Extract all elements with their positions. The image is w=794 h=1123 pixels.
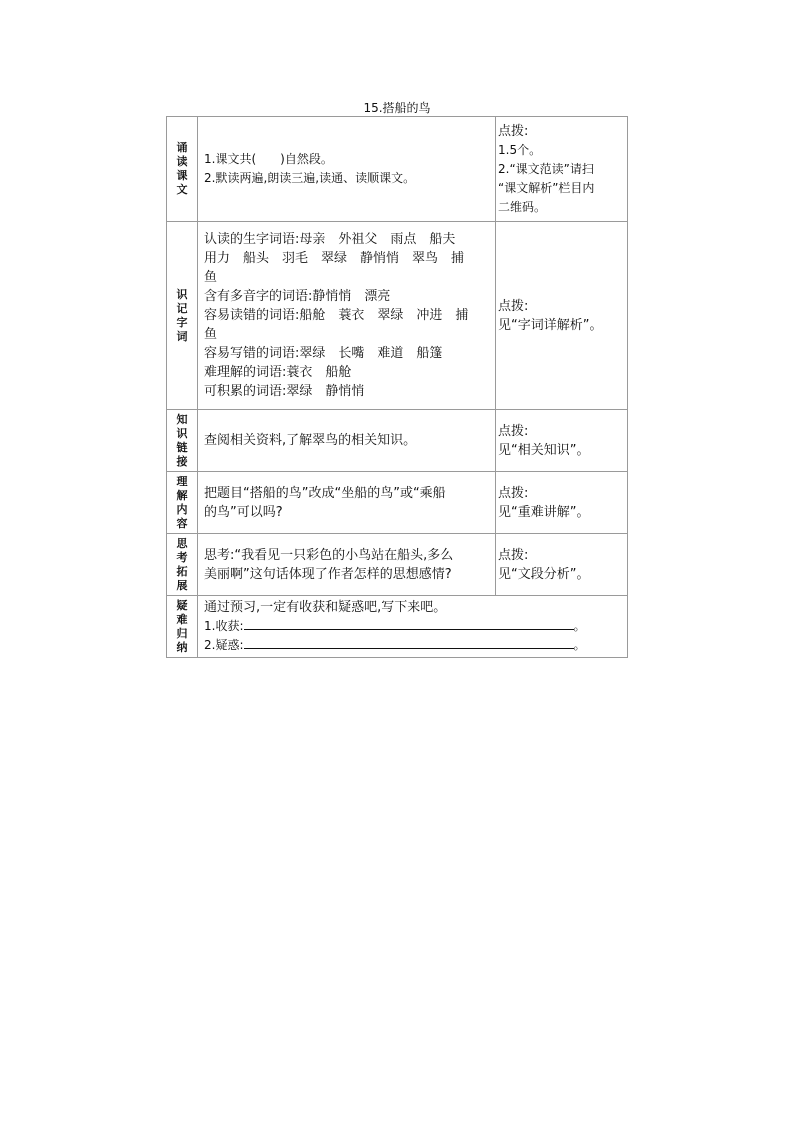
row-label: 知 识 链 接 (167, 410, 198, 472)
table-row (167, 117, 628, 222)
row-label: 识 记 字 词 (167, 222, 198, 410)
doubts-line: 2.疑惑: 。 (204, 638, 586, 652)
row-tips: 点拨: 见“重难讲解”。 (496, 472, 628, 534)
row-label: 理 解 内 容 (167, 472, 198, 534)
row-content: 思考:“我看见一只彩色的小鸟站在船头,多么 美丽啊”这句话体现了作者怎样的思想感情? (198, 534, 496, 596)
page-title: 15.搭船的鸟 (363, 101, 431, 115)
row-content: 查阅相关资料,了解翠鸟的相关知识。 (198, 410, 496, 472)
gains-answer-line[interactable] (244, 617, 574, 630)
gains-line: 1.收获: 。 (204, 619, 586, 633)
row-content: 认读的生字词语:母亲 外祖父 雨点 船夫 用力 船头 羽毛 翠绿 静悄悄 翠鸟 捕 鱼 含有多音字的词语:静悄悄 漂亮 容易读错的词语:船舱 蓑衣 翠绿 冲进 捕 鱼 容易写错的词语:翠绿 长嘴 难道 船篷 难理解的词语:蓑衣 船舱 可积累的词语:翠绿 静悄悄 (198, 222, 496, 410)
table-row (167, 222, 628, 410)
preview-table (166, 116, 628, 658)
row-content: 把题目“搭船的鸟”改成“坐船的鸟”或“乘船 的鸟”可以吗? (198, 472, 496, 534)
row-content: 1.课文共( )自然段。 2.默读两遍,朗读三遍,读通、读顺课文。 (198, 117, 496, 222)
row-tips: 点拨: 见“相关知识”。 (496, 410, 628, 472)
row-label: 思 考 拓 展 (167, 534, 198, 596)
doubts-answer-line[interactable] (244, 636, 574, 649)
row-tips: 点拨: 见“文段分析”。 (496, 534, 628, 596)
row-content: 通过预习,一定有收获和疑惑吧,写下来吧。 1.收获: 。 2.疑惑: 。 (198, 596, 628, 658)
row-tips: 点拨: 见“字词详解析”。 (496, 222, 628, 410)
table-row (167, 534, 628, 596)
table-row (167, 472, 628, 534)
table-row (167, 410, 628, 472)
table-row (167, 596, 628, 658)
row-tips: 点拨: 1.5个。 2.“课文范读”请扫 “课文解析”栏目内 二维码。 (496, 117, 628, 222)
row-label: 诵 读 课 文 (167, 117, 198, 222)
row-label: 疑 难 归 纳 (167, 596, 198, 658)
